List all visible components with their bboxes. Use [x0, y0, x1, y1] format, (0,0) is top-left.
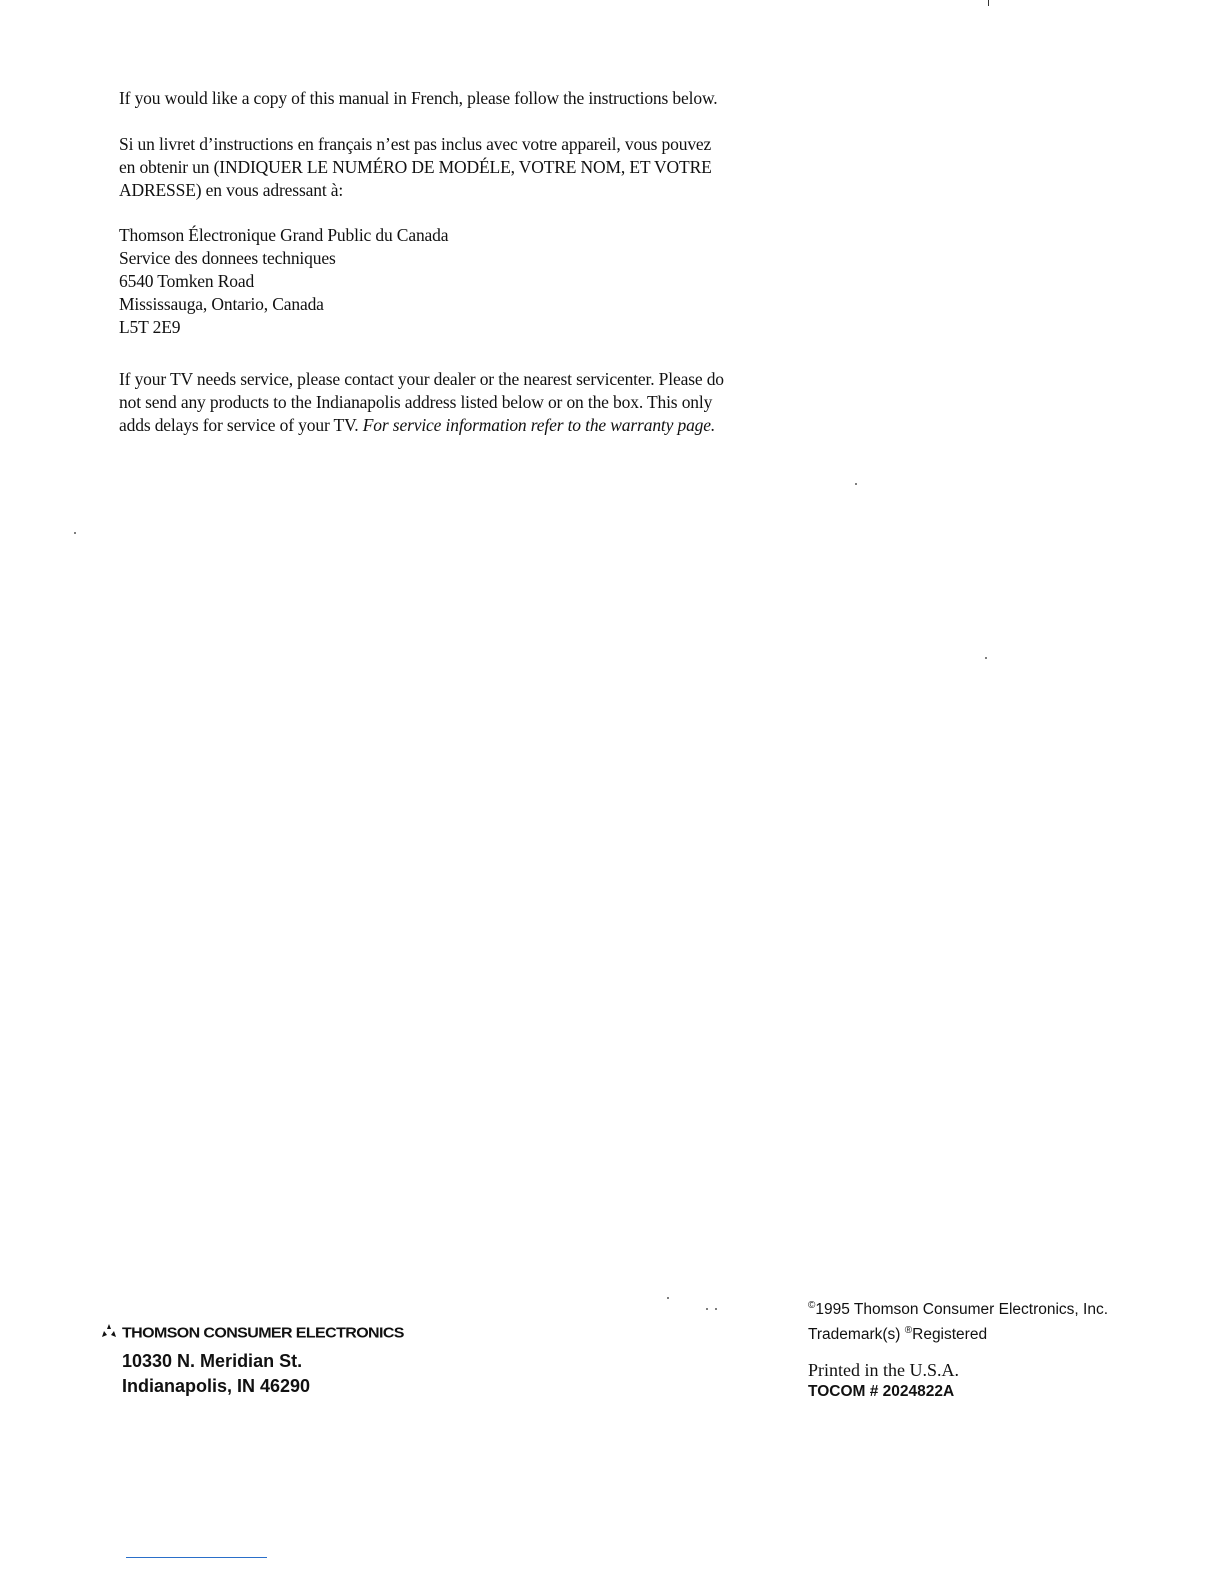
copyright-line [808, 1295, 1108, 1320]
company-address-block [101, 1324, 404, 1399]
french-line-1: Si un livret d’instructions en français n’est pas inclus avec votre appareil, vous pouvez [119, 134, 712, 154]
service-line-3-text: adds delays for service of your TV. [119, 415, 363, 435]
service-line-3 [119, 414, 809, 437]
legal-block [808, 1295, 1108, 1403]
french-line-2: en obtenir un (INDIQUER LE NUMÉRO DE MODÉLE, VOTRE NOM, ET VOTRE [119, 157, 712, 177]
scan-speck [985, 657, 987, 659]
bottom-rule [126, 1557, 267, 1558]
canada-address [119, 224, 719, 339]
service-notice [119, 368, 809, 437]
service-line-2: not send any products to the Indianapolis address listed below or on the box. This only [119, 392, 713, 412]
scan-speck [667, 1297, 669, 1299]
trademark-text: Trademark(s) [808, 1326, 905, 1343]
thomson-logo-icon [101, 1324, 117, 1343]
printed-in-usa: Printed in the U.S.A. [808, 1360, 959, 1380]
scan-speck [715, 1308, 717, 1310]
scan-speck [706, 1308, 708, 1310]
french-instructions [119, 133, 799, 202]
canada-street: 6540 Tomken Road [119, 271, 255, 291]
tocom-number: TOCOM # 2024822A [808, 1383, 955, 1400]
warranty-reference: For service information refer to the warranty page. [362, 415, 716, 435]
registered-text: Registered [912, 1326, 988, 1343]
trademark-line [808, 1320, 1108, 1345]
copyright-text: 1995 Thomson Consumer Electronics, Inc. [815, 1301, 1109, 1318]
french-manual-intro [119, 87, 819, 110]
brand-name: THOMSON CONSUMER ELECTRONICS [122, 1325, 404, 1341]
canada-city: Mississauga, Ontario, Canada [119, 294, 324, 314]
company-city: Indianapolis, IN 46290 [122, 1376, 311, 1396]
scan-mark [988, 0, 989, 6]
registered-mark: ® [904, 1325, 913, 1336]
canada-department: Service des donnees techniques [119, 248, 336, 268]
scan-speck [74, 532, 76, 534]
company-street: 10330 N. Meridian St. [122, 1351, 303, 1371]
canada-postal: L5T 2E9 [119, 317, 181, 337]
brand-lockup [101, 1324, 404, 1343]
service-line-1: If your TV needs service, please contact your dealer or the nearest servicenter. Please do [119, 369, 724, 389]
canada-company: Thomson Électronique Grand Public du Canada [119, 225, 449, 245]
scan-speck [855, 483, 857, 485]
copyright-mark: © [808, 1300, 816, 1311]
intro-line: If you would like a copy of this manual in French, please follow the instructions below. [119, 88, 718, 108]
french-line-3: ADRESSE) en vous adressant à: [119, 180, 344, 200]
